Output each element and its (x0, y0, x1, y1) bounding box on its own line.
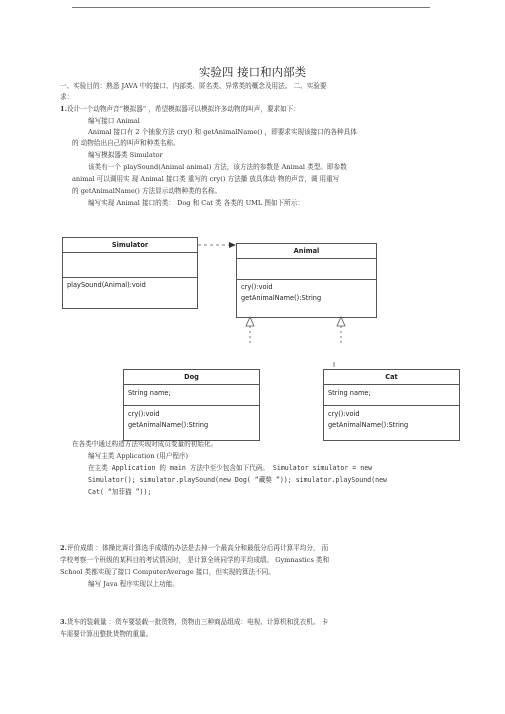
section2-line-1 (60, 543, 328, 554)
uml-cat-field: String name; (328, 389, 371, 397)
uml-dog-method-1: cry():void (128, 410, 160, 418)
section2-line-1-text: 评价成绩 ：体操比赛计算选手成绩的办法是去掉一个最高分和最低分后再计算平均分， 而 (66, 544, 329, 552)
section2-line-2: 学校考察一个班级的某科目的考试情况时， 是计算全班同学的平均成绩。 Gymnastics 类和 (60, 556, 330, 564)
intro-line-1: 一、实验目的：熟悉 JAVA 中的接口、内部类、匿名类、异常类的概念及用法。 二、实验要 (60, 82, 327, 90)
section1-after-2: 编写主类 Application (用户程序) (88, 452, 189, 460)
section1-after-3: 在主类 Application 的 main 方法中至少包含如下代码。 Simulator simulator = new (88, 464, 373, 472)
uml-realization-arrow-dog (246, 317, 254, 326)
section2-number: 2. (60, 544, 67, 552)
uml-animal-method-2: getAnimalName():String (241, 294, 322, 302)
uml-cat-name: Cat (324, 370, 459, 385)
section2-line-4: 编写 Java 程序实现以上功能。 (88, 580, 179, 588)
section2-line-3: School 类都实现了接口 ComputerAverage 接口，但实现的算法不同。 (60, 568, 275, 576)
section1-line-6: animal 可以调用实 现 Animal 接口类 重写的 cry() 方法播 放具体动 物的声音，调 用重写 (72, 175, 340, 183)
section3-line-2: 车需要计算出整批货物的重量。 (60, 630, 153, 638)
uml-dog-method-2: getAnimalName():String (128, 421, 209, 429)
uml-cat-method-1: cry():void (328, 410, 360, 418)
section1-after-1: 在各类中通过构造方法实现对成员变量的初始化。 (72, 440, 218, 448)
uml-animal-name: Animal (237, 244, 376, 259)
section3-line-1-text: 货车的装载量 ：货车要装载一批货物，货物由三种商品组成：电视、计算机和洗衣机。 卡 (66, 618, 329, 626)
section1-line-2: Animal 接口有 2 个抽象方法 cry() 和 getAnimalName() ，即要求实现该接口的各种具体 (88, 128, 357, 136)
uml-animal-method-1: cry():void (241, 283, 273, 291)
uml-dog-field: String name; (128, 389, 171, 397)
section1-line-1: 编写接口 Animal (88, 117, 140, 125)
section1-line-3: 的 动物给出自己的叫声和种类名称。 (72, 139, 180, 147)
uml-simulator-name: Simulator (63, 238, 197, 253)
uml-cat-method-2: getAnimalName():String (328, 421, 409, 429)
intro-line-2: 求： (60, 93, 74, 101)
page-title: 实验四 接口和内部类 (198, 65, 307, 79)
section1-heading-text: 设计一个动物声音“模拟器” ，希望模拟器可以模拟许多动物的叫声，要求如下： (66, 105, 300, 113)
uml-realization-arrow-cat (337, 317, 345, 326)
section3-line-1 (60, 617, 328, 628)
section1-line-4: 编写模拟器类 Simulator (88, 151, 163, 159)
section1-line-5: 该类有一个 playSound(Animal animal) 方法，该方法的参数是 Animal 类型。即参数 (88, 163, 347, 171)
uml-dependency-arrowhead (229, 242, 236, 248)
section1-line-7: 的 getAnimalName() 方法显示动物种类的名称。 (72, 187, 222, 195)
uml-simulator-method: playSound(Animal):void (67, 281, 146, 289)
section1-number: 1. (60, 105, 67, 113)
section1-line-8: 编写实现 Animal 接口的类： Dog 和 Cat 类 各类的 UML 图如下所示： (88, 199, 304, 207)
section1-after-5: Cat( “加菲猫 ”)); (88, 488, 152, 496)
uml-dog-name: Dog (124, 370, 259, 385)
section1-after-4: Simulator(); simulator.playSound(new Dog( “藏獒 ”)); simulator.playSound(new (88, 476, 388, 484)
section3-number: 3. (60, 618, 67, 626)
